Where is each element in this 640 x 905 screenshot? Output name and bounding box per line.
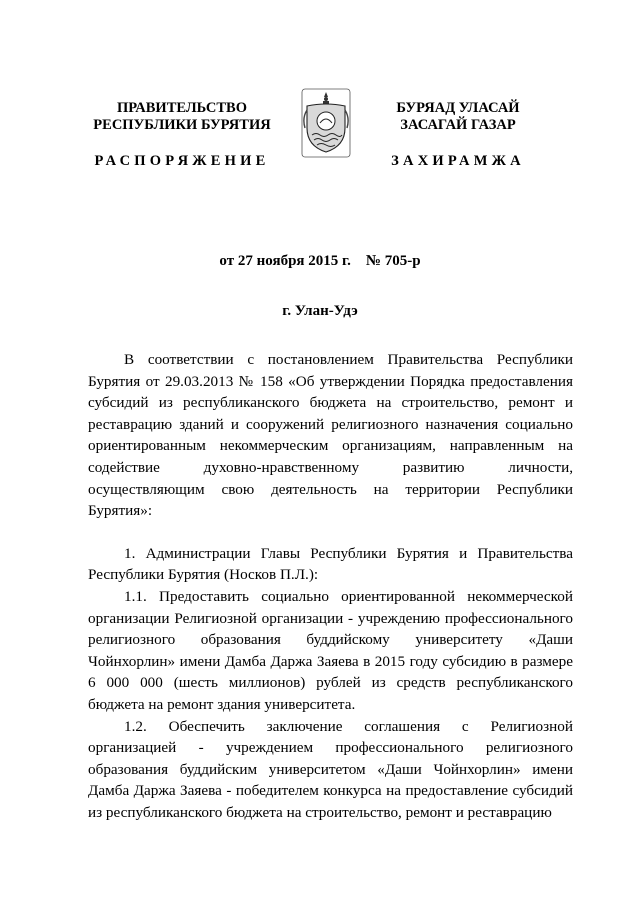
document-body <box>88 349 573 823</box>
doc-type-right: ЗАХИРАМЖА <box>391 153 525 169</box>
issuer-left-line1: ПРАВИТЕЛЬСТВО <box>117 100 247 116</box>
issuer-right-line1: БУРЯАД УЛАСАЙ <box>396 100 520 116</box>
document-date-number: от 27 ноября 2015 г. № 705-р <box>219 253 421 269</box>
coat-of-arms-icon <box>296 88 356 160</box>
issuer-left-line2: РЕСПУБЛИКИ БУРЯТИЯ <box>93 117 271 133</box>
issuer-left <box>82 100 282 170</box>
paragraph-item-1: 1. Администрации Главы Республики Бурятия и Правительства Республики Бурятия (Носков П.Л.): <box>88 544 573 584</box>
paragraph-preamble: В соответствии с постановлением Правительства Республики Бурятия от 29.03.2013 № 158 «Об утверждении Порядка предоставления субсидий из республиканского бюджета на строительство, ремонт и реставрацию зданий и сооружений религиозного назначения социально ориентированным некоммерческим организациям, направленным на содействие духовно-нравственному развитию личности, осуществляющим свою деятельность на территории Республики Бурятия»: <box>88 351 573 520</box>
issuer-right-line2: ЗАСАГАЙ ГАЗАР <box>400 117 516 133</box>
paragraph-item-1-2: 1.2. Обеспечить заключение соглашения с Религиозной организацией - учреждением профессионального религиозного образования буддийским университетом «Даши Чойнхорлин» имени Дамба Даржа Заяева - победителем конкурса на предоставление субсидий из республиканского бюджета на строительство, ремонт и реставрацию <box>88 717 573 821</box>
paragraph-item-1-1: 1.1. Предоставить социально ориентированной некоммерческой организации Религиозной организации - учреждению профессионального религиозного образования буддийскому университету «Даши Чойнхорлин» имени Дамба Даржа Заяева в 2015 году субсидию в размере 6 000 000 (шесть миллионов) рублей из средств республиканского бюджета на ремонт здания университета. <box>88 587 573 713</box>
document-city: г. Улан-Удэ <box>282 303 358 319</box>
doc-type-left: РАСПОРЯЖЕНИЕ <box>94 153 270 169</box>
issuer-right <box>358 100 558 170</box>
